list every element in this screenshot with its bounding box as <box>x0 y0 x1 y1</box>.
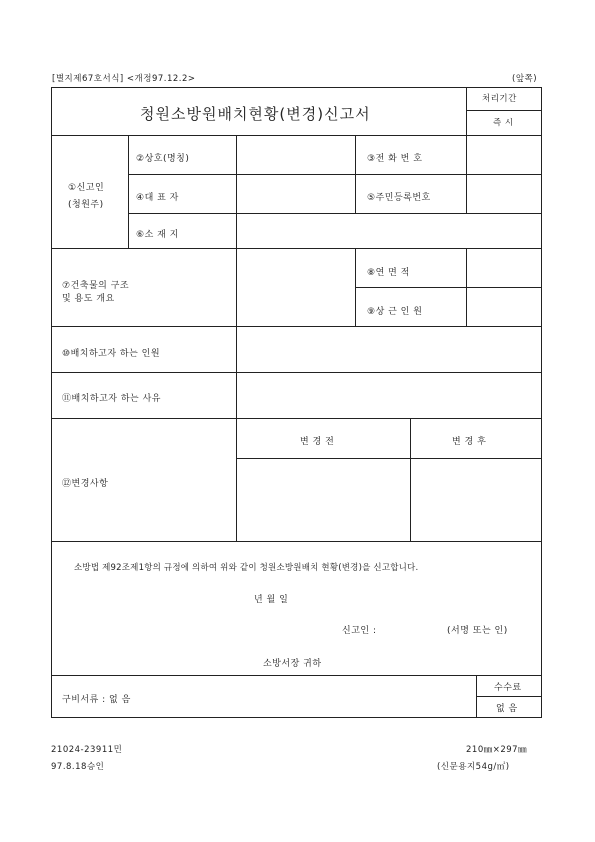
resident-number-label: ⑤주민등록번호 <box>367 193 431 203</box>
form-code: 21024-23911민 <box>51 745 123 755</box>
assign-reason-field[interactable] <box>237 373 540 417</box>
before-change-header: 변 경 전 <box>300 437 335 447</box>
after-change-field[interactable] <box>411 459 540 540</box>
signer-label: 신고인 : <box>342 626 377 636</box>
resident-number-field[interactable] <box>467 175 540 212</box>
changes-label: ⑫변경사항 <box>62 479 109 489</box>
paper-size: 210㎜×297㎜ <box>466 745 528 755</box>
form-reference: [별지제67호서식] <개정97.12.2> <box>52 74 196 84</box>
representative-label: ④대 표 자 <box>136 193 179 203</box>
phone-field[interactable] <box>467 136 540 173</box>
page-side-label: (앞쪽) <box>512 74 538 84</box>
date-line: 년 월 일 <box>254 595 289 605</box>
fee-label: 수수료 <box>494 683 522 693</box>
assign-count-field[interactable] <box>237 327 540 371</box>
processing-period-label: 처리기간 <box>482 94 517 104</box>
representative-field[interactable] <box>237 175 354 212</box>
floor-area-field[interactable] <box>467 249 540 286</box>
applicant-sub-label: (청원주) <box>68 200 104 210</box>
building-structure-field[interactable] <box>237 249 354 325</box>
building-structure-label: ⑦건축물의 구조 <box>62 281 130 291</box>
paper-type: (신문용지54g/㎡) <box>437 762 510 772</box>
workers-label: ⑨상 근 인 원 <box>367 307 423 317</box>
trade-name-label: ②상호(명칭) <box>136 154 190 164</box>
phone-label: ③전 화 번 호 <box>367 154 423 164</box>
trade-name-field[interactable] <box>237 136 354 173</box>
before-change-field[interactable] <box>237 459 409 540</box>
attachments-label: 구비서류 : 없 음 <box>62 695 131 705</box>
declaration-statement: 소방법 제92조제1항의 규정에 의하여 위와 같이 청원소방원배치 현황(변경)을 신고합니다. <box>74 563 419 573</box>
recipient-label: 소방서장 귀하 <box>263 659 322 669</box>
building-usage-label: 및 용도 개요 <box>62 294 115 304</box>
fee-value: 없 음 <box>496 704 518 714</box>
assign-count-label: ⑩배치하고자 하는 인원 <box>62 349 161 359</box>
processing-period-value: 즉 시 <box>493 118 514 128</box>
form-title: 청원소방원배치현황(변경)신고서 <box>140 105 371 123</box>
after-change-header: 변 경 후 <box>452 437 487 447</box>
floor-area-label: ⑧연 면 적 <box>367 268 410 278</box>
assign-reason-label: ⑪배치하고자 하는 사유 <box>62 394 161 404</box>
approval-date: 97.8.18승인 <box>51 762 105 772</box>
applicant-label: ①신고인 <box>68 183 105 193</box>
signature-note: (서명 또는 인) <box>447 626 508 636</box>
address-label: ⑥소 재 지 <box>136 230 179 240</box>
signer-field[interactable] <box>390 618 444 634</box>
address-field[interactable] <box>237 214 540 247</box>
workers-field[interactable] <box>467 288 540 325</box>
